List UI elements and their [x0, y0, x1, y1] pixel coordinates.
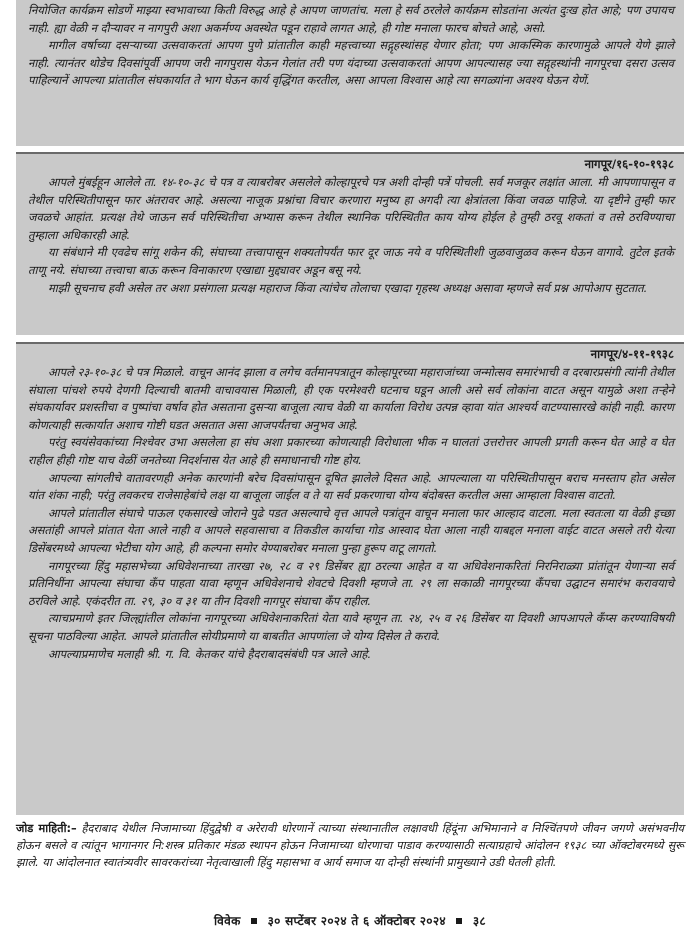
letter-2-paragraph: आपले मुंबईहून आलेले ता. १४-१०-३८ चे पत्र व त्याबरोबर असलेले कोल्हापूरचे पत्र अशी दोन्ही पत्रें पोचली. सर्व मजकूर लक्षांत आला. मी आपणापासून व तेथील परिस्थितीपासून फार अंतरावर आहे. असल्या नाजूक प्रश्नांचा विचार करणारा मनुष्य हा अगदी त्या क्षेत्रांतला किंवा जवळ पाहिजे. या दृष्टीने तुम्ही फार जवळचे आहांत. प्रत्यक्ष तेथे जाऊन सर्व परिस्थितीचा अभ्यास करून तेथील स्थानिक परिस्थितीत काय योग्य होईल हे तुम्ही ठरवू शकतां व तसे ठरविण्याचा तुम्हाला अधिकारही आहे.	[28, 175, 674, 242]
letter-2-box	[16, 152, 684, 335]
addendum-label: जोड माहिती:–	[16, 822, 77, 835]
letter-2-paragraph: या संबंधाने मी एवढेच सांगू शकेन की, संघाच्या तत्त्वापासून शक्यतोपर्यंत फार दूर जाऊ नये व परिस्थितीशी जुळवाजुळव करून घेऊन वागावे. तुटेल इतके ताणू नये. संघाच्या तत्त्वाचा बाऊ करून विनाकारण एखाद्या मुद्द्यावर अडून बसू नये.	[28, 245, 674, 277]
letter-2-paragraph: माझी सूचनाच हवी असेल तर अशा प्रसंगाला प्रत्यक्ष महाराज किंवा त्यांचेच तोलाचा एखादा गृहस्थ अध्यक्ष असावा म्हणजे सर्व प्रश्न आपोआप सुटतात.	[48, 280, 648, 295]
page-footer	[0, 912, 700, 929]
letter-3-paragraph: नागपूरच्या हिंदु महासभेच्या अधिवेशनाच्या तारखा २७, २८ व २९ डिसेंबर ह्या ठरल्या आहेत व या अधिवेशनाकरितां निरनिराळ्या प्रांतांतून येणाऱ्या सर्व प्रतिनिधींना आपल्या संघाचा कँप पाहता यावा म्हणून अधिवेशनाचे शेवटचे दिवशी म्हणजे ता. २९ ला सकाळी नागपूरच्या कँपचा उद्घाटन समारंभ करावयाचे ठरविले आहे. एकंदरीत ता. २९, ३० व ३१ या तीन दिवशी नागपूर संघाचा कँप राहील.	[28, 558, 674, 608]
letter-3-paragraph: आपल्याप्रमाणेच मलाही श्री. ग. वि. केतकर यांचे हैदराबादसंबंधी पत्र आले आहे.	[48, 646, 372, 661]
square-bullet-icon	[251, 918, 257, 924]
letter-2-dateline: नागपूर/१६-१०-१९३८	[584, 157, 674, 171]
letter-3-paragraph: त्याचप्रमाणे इतर जिल्ह्यांतील लोकांना नागपूरच्या अधिवेशनाकरितां येता यावे म्हणून ता. २४, २५ व २६ डिसेंबर या दिवशी आपआपले कँप्स करण्याविषयी सूचना पाठविल्या आहेत. आपले प्रांतातील सोयीप्रमाणे या बाबतीत आपणांला जे योग्य दिसेल ते करावे.	[28, 611, 674, 643]
letter-1-paragraph: नियोजित कार्यक्रम सोडणें माझ्या स्वभावाच्या किती विरुद्ध आहे हे आपण जाणतांच. मला हे सर्व ठरलेले कार्यक्रम सोडतांना अत्यंत दुःख होत आहे; पण उपायच नाही. ह्या वेळी न दौऱ्यावर न नागपुरी अशा अकर्मण्य अवस्थेत पडून राहावे लागत आहे, ही गोष्ट मनाला फारच बोचते आहे, असो.	[28, 3, 674, 35]
letter-3-paragraph: आपले प्रांतातील संघाचे पाऊल एकसारखे जोराने पुढे पडत असल्याचे वृत्त आपले पत्रांतून वाचून मनाला फार आल्हाद वाटला. मला स्वतःला या वेळी इच्छा असतांही आपले प्रांतात येता आले नाही व आपले सहवासाचा व तिकडील कार्याचा गोड आस्वाद घेता आला नाही याबद्दल मनाला वाईट वाटत असले तरी येत्या डिसेंबरमध्ये आपल्या भेटीचा योग आहे, ही कल्पना समोर येण्याबरोबर मनाला पुन्हा हुरूप वाटू लागतो.	[28, 505, 674, 555]
addendum-note	[16, 820, 684, 871]
letter-1-paragraph: मागील वर्षाच्या दसऱ्याच्या उत्सवाकरतां आपण पुणे प्रांतातील काही महत्त्वाच्या सद्गृहस्थांसह येणार होता; पण आकस्मिक कारणामुळे आपले येणे झाले नाही. त्यानंतर थोडेच दिवसांपूर्वी आपण जरी नागपुरास येऊन गेलांत तरी पण यंदाच्या उत्सवाकरतां आपण आपल्यासह ज्या सद्गृहस्थांनी नागपूरचा दसरा उत्सव पाहिल्यानें आपल्या प्रांतातील संघकार्यात ते भाग घेऊन कार्य वृद्धिंगत करतील, असा आपला विश्वास आहे त्या सगळ्यांना अवश्य घेऊन येणें.	[28, 38, 674, 88]
letter-3-paragraph: आपल्या सांगलीचे वातावरणही अनेक कारणांनी बरेच दिवसांपासून दूषित झालेले दिसत आहे. आपल्याला या परिस्थितीपासून बराच मनस्ताप होत असेल यांत शंका नाही; परंतु लवकरच राजेसाहेबांचे लक्ष या बाजूला जाईल व ते या सर्व प्रकरणाचा योग्य बंदोबस्त करतील असा आम्हाला विश्वास वाटतो.	[28, 470, 674, 503]
letter-3-box	[16, 342, 684, 815]
square-bullet-icon	[456, 918, 462, 924]
letter-3-dateline: नागपूर/४-११-१९३८	[590, 347, 674, 361]
footer-publication: विवेक	[214, 914, 241, 928]
footer-page-number: ३८	[472, 914, 486, 928]
letter-3-paragraph: परंतु स्वयंसेवकांच्या निश्चेवर उभा असलेला हा संघ अशा प्रकारच्या कोणत्याही विरोधाला भीक न घालतां उत्तरोत्तर आपली प्रगती करून घेत आहे व घेत राहील हीही गोष्ट याच वेळीं जनतेच्या निदर्शनास येत आहे ही समाधानाची गोष्ट होय.	[28, 435, 674, 467]
footer-dates: ३० सप्टेंबर २०२४ ते ६ ऑक्टोबर २०२४	[267, 914, 446, 928]
addendum-text: हैदराबाद येथील निजामाच्या हिंदुद्वेषी व अरेरावी धोरणानें त्याच्या संस्थानातील लक्षावधी हिंदूंना अभिमानाने व निश्चिंतपणे जीवन जगणे असंभवनीय होऊन बसले व त्यांतून भागानगर नि:शस्त्र प्रतिकार मंडळ स्थापन होऊन निजामाच्या धोरणाचा पाडाव करण्यासाठी सत्याग्रहाचे आंदोलन १९३८ च्या ऑक्टोबरमध्ये सुरू झाले. या आंदोलनात स्वातंत्र्यवीर सावरकरांच्या नेतृत्वाखाली हिंदु महासभा व आर्य समाज या दोन्ही संस्थांनी प्रामुख्याने उडी घेतली होती.	[16, 822, 684, 869]
letter-1-box	[16, 0, 684, 146]
letter-3-paragraph: आपले २३-१०-३८ चे पत्र मिळाले. वाचून आनंद झाला व लगेच वर्तमानपत्रातून कोल्हापूरच्या महाराजांच्या जन्मोत्सव समारंभाची व दरबारप्रसंगी त्यांनी तेथील संघाला पांचशे रुपये देणगी दिल्याची बातमी वाचावयास मिळाली, ही एक परमेश्वरी घटनाच घडून आली असे सर्व लोकांना वाटत असून यामुळे अशा तऱ्हेने संघकार्यावर प्रशस्तीचा व पुष्पांचा वर्षाव होत असताना दुसऱ्या बाजूला त्याच वेळी या कार्याला विरोध उत्पन्न व्हावा यांत आश्चर्य वाटण्यासारखे कांही नाही. कारण कोणत्याही सत्कार्यात अशाच गोष्टी घडत असतात असा आजपर्यंतचा अनुभव आहे.	[28, 365, 674, 432]
